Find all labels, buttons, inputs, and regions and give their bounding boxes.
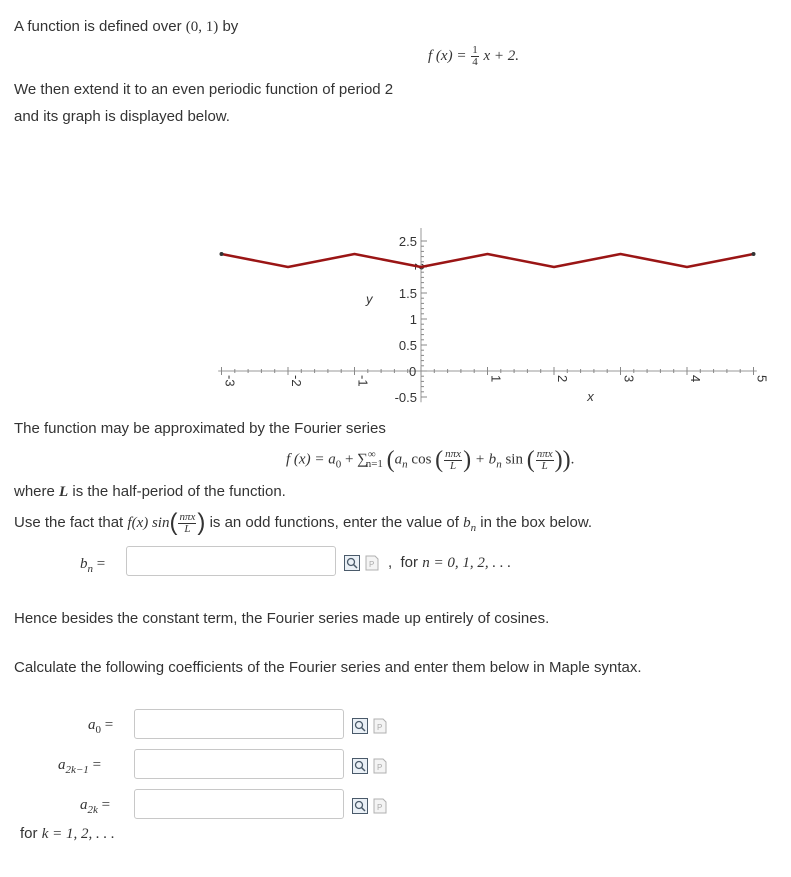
x-tick-label: 5 xyxy=(754,375,770,383)
y-tick-label: 0.5 xyxy=(398,338,417,353)
x-tick-label: -3 xyxy=(222,375,238,387)
series-endpoint xyxy=(220,252,224,256)
x-tick-label: -2 xyxy=(289,375,304,387)
svg-text:P: P xyxy=(377,763,383,772)
function-graph xyxy=(0,140,791,415)
a0-label: $a_0$ = xyxy=(88,717,114,736)
x-tick-label: 4 xyxy=(688,375,703,383)
y-tick-label: 1.5 xyxy=(398,286,417,301)
y-axis-label: y xyxy=(366,291,373,307)
x-tick-label: 2 xyxy=(555,375,570,383)
fourier-series-formula: f $(x) = a_0 + \sum^\infty_{n=1}$ ($a_n$ cos ( $\frac{\text{nπx}}{L}$ ) + $b_n$ sin ( $\frac{\text{nπx}}{L}$ )). xyxy=(286,447,575,473)
fourier-intro: The function may be approximated by the Fourier series xyxy=(14,420,386,437)
y-tick-label: 2 xyxy=(412,263,427,271)
function-definition: f (x) = $\frac{1}{4}$ x + 2. xyxy=(428,44,519,68)
help-icon[interactable] xyxy=(372,718,388,734)
x-tick-label: 1 xyxy=(488,375,504,383)
intro-line-3: and its graph is displayed below. xyxy=(14,108,230,125)
y-tick-label: 2.5 xyxy=(398,234,417,249)
bn-range: , for n = 0, 1, 2, . . . xyxy=(388,554,512,571)
use-fact-line: Use the fact that f(x) sin( $\frac{\text{nπx}}{L}$ ) is an odd functions, enter the value of $b_n$ in the box below. xyxy=(14,509,592,536)
x-tick-label: 0 xyxy=(409,364,417,379)
a2k-1-label: $a_{2k-1}$ = xyxy=(58,757,102,776)
a0-input[interactable] xyxy=(134,709,344,739)
x-axis-label: x xyxy=(587,389,594,404)
svg-text:P: P xyxy=(377,803,383,812)
k-range: for k = 1, 2, . . . xyxy=(20,825,115,842)
preview-icon[interactable] xyxy=(352,798,368,814)
preview-icon[interactable] xyxy=(344,555,360,571)
x-tick-label: 3 xyxy=(621,375,637,383)
series-endpoint xyxy=(752,252,756,256)
preview-icon[interactable] xyxy=(352,758,368,774)
help-icon[interactable] xyxy=(372,798,388,814)
where-line: where L is the half-period of the function. xyxy=(14,483,286,500)
series-line xyxy=(222,254,754,267)
hence-text: Hence besides the constant term, the Fourier series made up entirely of cosines. xyxy=(14,610,550,627)
svg-text:P: P xyxy=(377,723,383,732)
bn-answer-input[interactable] xyxy=(126,546,336,576)
x-tick-label: -1 xyxy=(355,375,371,387)
intro-line-2: We then extend it to an even periodic function of period 2 xyxy=(14,81,394,98)
intro-line-1: A function is defined over (0, 1) by xyxy=(14,18,239,35)
a2k-label: $a_{2k}$ = xyxy=(80,797,111,816)
help-icon[interactable] xyxy=(364,555,380,571)
help-icon[interactable] xyxy=(372,758,388,774)
calculate-text: Calculate the following coefficients of the Fourier series and enter them below in Maple syntax. xyxy=(14,659,642,676)
a2k-1-input[interactable] xyxy=(134,749,344,779)
bn-label: $b_n$ = xyxy=(80,556,106,575)
y-tick-label: -0.5 xyxy=(394,390,417,405)
preview-icon[interactable] xyxy=(352,718,368,734)
a2k-input[interactable] xyxy=(134,789,344,819)
svg-text:P: P xyxy=(369,560,375,569)
y-tick-label: 1 xyxy=(409,312,417,327)
